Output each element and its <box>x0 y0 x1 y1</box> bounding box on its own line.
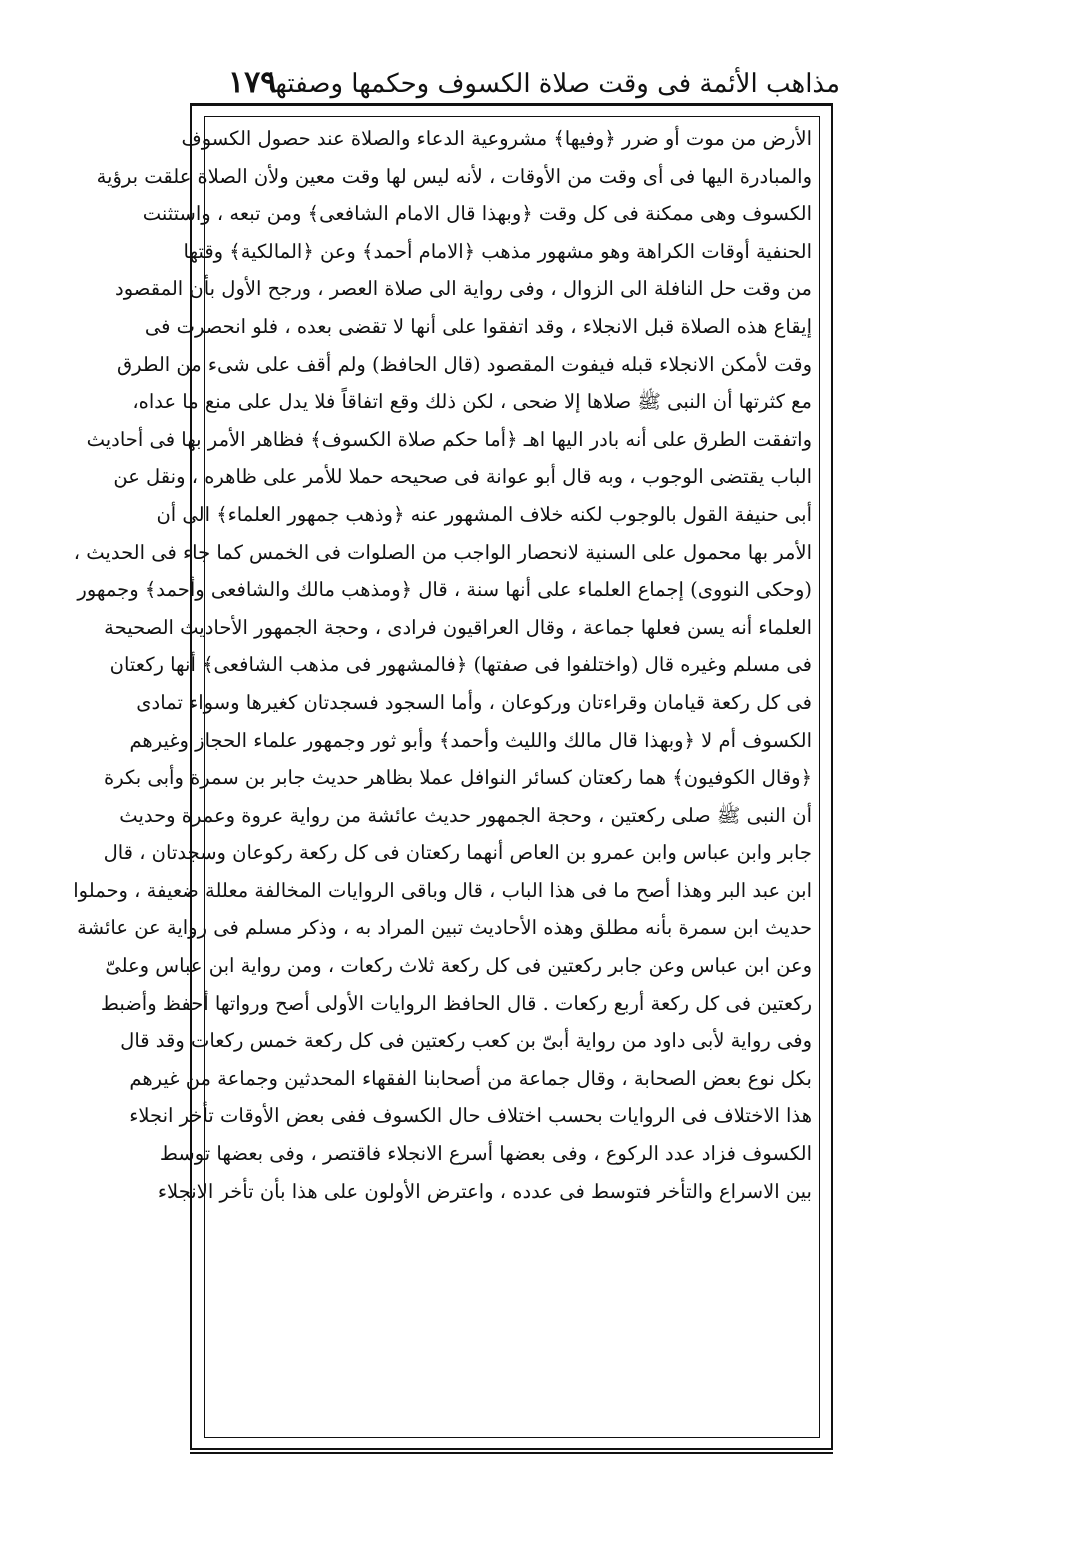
text-line: الكسوف أم لا ﴿وبهذا قال مالك والليث وأحمد﴾ وأبو ثور وجمهور علماء الحجاز وغيرهم <box>129 728 812 752</box>
text-line: الباب يقتضى الوجوب ، وبه قال أبو عوانة فى صحيحه حملا للأمر على ظاهره ، ونقل عن <box>113 465 812 489</box>
text-line: أبى حنيفة القول بالوجوب لكنه خلاف المشهور عنه ﴿وذهب جمهور العلماء﴾ الى أن <box>156 502 812 526</box>
text-line: هذا الاختلاف فى الروايات بحسب اختلاف حال الكسوف ففى بعض الأوقات تأخر انجلاء <box>129 1104 812 1128</box>
text-line: وقت لأمكن الانجلاء قبله فيفوت المقصود (قال الحافظ) ولم أقف على شىء من الطرق <box>116 352 812 376</box>
text-line: إيقاع هذه الصلاة قبل الانجلاء ، وقد اتفقوا على أنها لا تقضى بعده ، فلو انحصرت فى <box>144 314 812 338</box>
text-line: الأمر بها محمول على السنية لانحصار الواجب من الصلوات فى الخمس كما جاء فى الحديث ، <box>73 540 812 564</box>
text-line: ركعتين فى كل ركعة أربع ركعات . قال الحافظ الروايات الأولى أصح ورواتها أحفظ وأضبط <box>100 991 812 1015</box>
text-line: من وقت حل النافلة الى الزوال ، وفى رواية الى صلاة العصر ، ورجح الأول بأن المقصود <box>115 277 812 301</box>
text-line: فى مسلم وغيره قال (واختلفوا فى صفتها) ﴿فالمشهور فى مذهب الشافعى﴾ أنها ركعتان <box>109 653 812 677</box>
text-line: بكل نوع بعض الصحابة ، وقال جماعة من أصحابنا الفقهاء المحدثين وجماعة من غيرهم <box>129 1066 812 1090</box>
text-line: (وحكى النووى) إجماع العلماء على أنها سنة ، قال ﴿ومذهب مالك والشافعى وأحمد﴾ وجمهور <box>77 578 812 602</box>
text-line: فى كل ركعة قيامان وقراءتان وركوعان ، وأما السجود فسجدتان كغيرها وسواء تمادى <box>136 690 812 714</box>
running-title: مذاهب الأئمة فى وقت صلاة الكسوف وحكمها وصفتها <box>267 69 840 99</box>
text-line: أن النبى ﷺ صلى ركعتين ، وحجة الجمهور حديث عائشة من رواية عروة وعمرة وحديث <box>119 803 812 827</box>
text-line: جابر وابن عباس وابن عمرو بن العاص أنهما ركعتان فى كل ركعة ركوعان وسجدتان ، قال <box>103 841 812 865</box>
text-line: واتفقت الطرق على أنه بادر اليها اهـ ﴿أما حكم صلاة الكسوف﴾ فظاهر الأمر بها فى أحاديث <box>86 427 812 451</box>
text-line: العلماء أنه يسن فعلها جماعة ، وقال العراقيون فرادى ، وحجة الجمهور الأحاديث الصحيحة <box>104 615 812 639</box>
text-line: حديث ابن سمرة بأنه مطلق وهذه الأحاديث تبين المراد به ، وذكر مسلم فى رواية عن عائشة <box>77 916 812 940</box>
text-line: الحنفية أوقات الكراهة وهو مشهور مذهب ﴿الامام أحمد﴾ وعن ﴿المالكية﴾ وقتها <box>183 239 812 263</box>
text-line: بين الاسراع والتأخر فتوسط فى عدده ، واعترض الأولون على هذا بأن تأخر الانجلاء <box>157 1179 812 1203</box>
text-line: ﴿وقال الكوفيون﴾ هما ركعتان كسائر النوافل عملا بظاهر حديث جابر بن سمرة وأبى بكرة <box>103 766 812 790</box>
text-line: الكسوف وهى ممكنة فى كل وقت ﴿وبهذا قال الامام الشافعى﴾ ومن تبعه ، واستثنت <box>142 202 812 226</box>
page-number: ١٧٩ <box>228 65 277 100</box>
text-line: ابن عبد البر وهذا أصح ما فى هذا الباب ، قال وباقى الروايات المخالفة معللة ضعيفة ، وحملوا <box>73 878 812 902</box>
text-line: وعن ابن عباس وعن جابر ركعتين فى كل ركعة ثلاث ركعات ، ومن رواية ابن عباس وعلىّ <box>105 954 812 978</box>
text-line: مع كثرتها أن النبى ﷺ صلاها إلا ضحى ، لكن ذلك وقع اتفاقاً فلا يدل على منع ما عداه، <box>132 390 812 414</box>
bottom-rule <box>190 1452 833 1454</box>
body-text <box>73 120 812 1210</box>
text-line: والمبادرة اليها فى أى وقت من الأوقات ، لأنه ليس لها وقت معين ولأن الصلاة علقت برؤية <box>96 164 812 188</box>
text-line: الكسوف فزاد عدد الركوع ، وفى بعضها أسرع الانجلاء فاقتصر ، وفى بعضها توسط <box>159 1142 812 1166</box>
text-line: وفى رواية لأبى داود من رواية أبىّ بن كعب ركعتين فى كل ركعة خمس ركعات وقد قال <box>120 1029 812 1053</box>
text-line: الأرض من موت أو ضرر ﴿وفيها﴾ مشروعية الدعاء والصلاة عند حصول الكسوف <box>181 127 812 150</box>
